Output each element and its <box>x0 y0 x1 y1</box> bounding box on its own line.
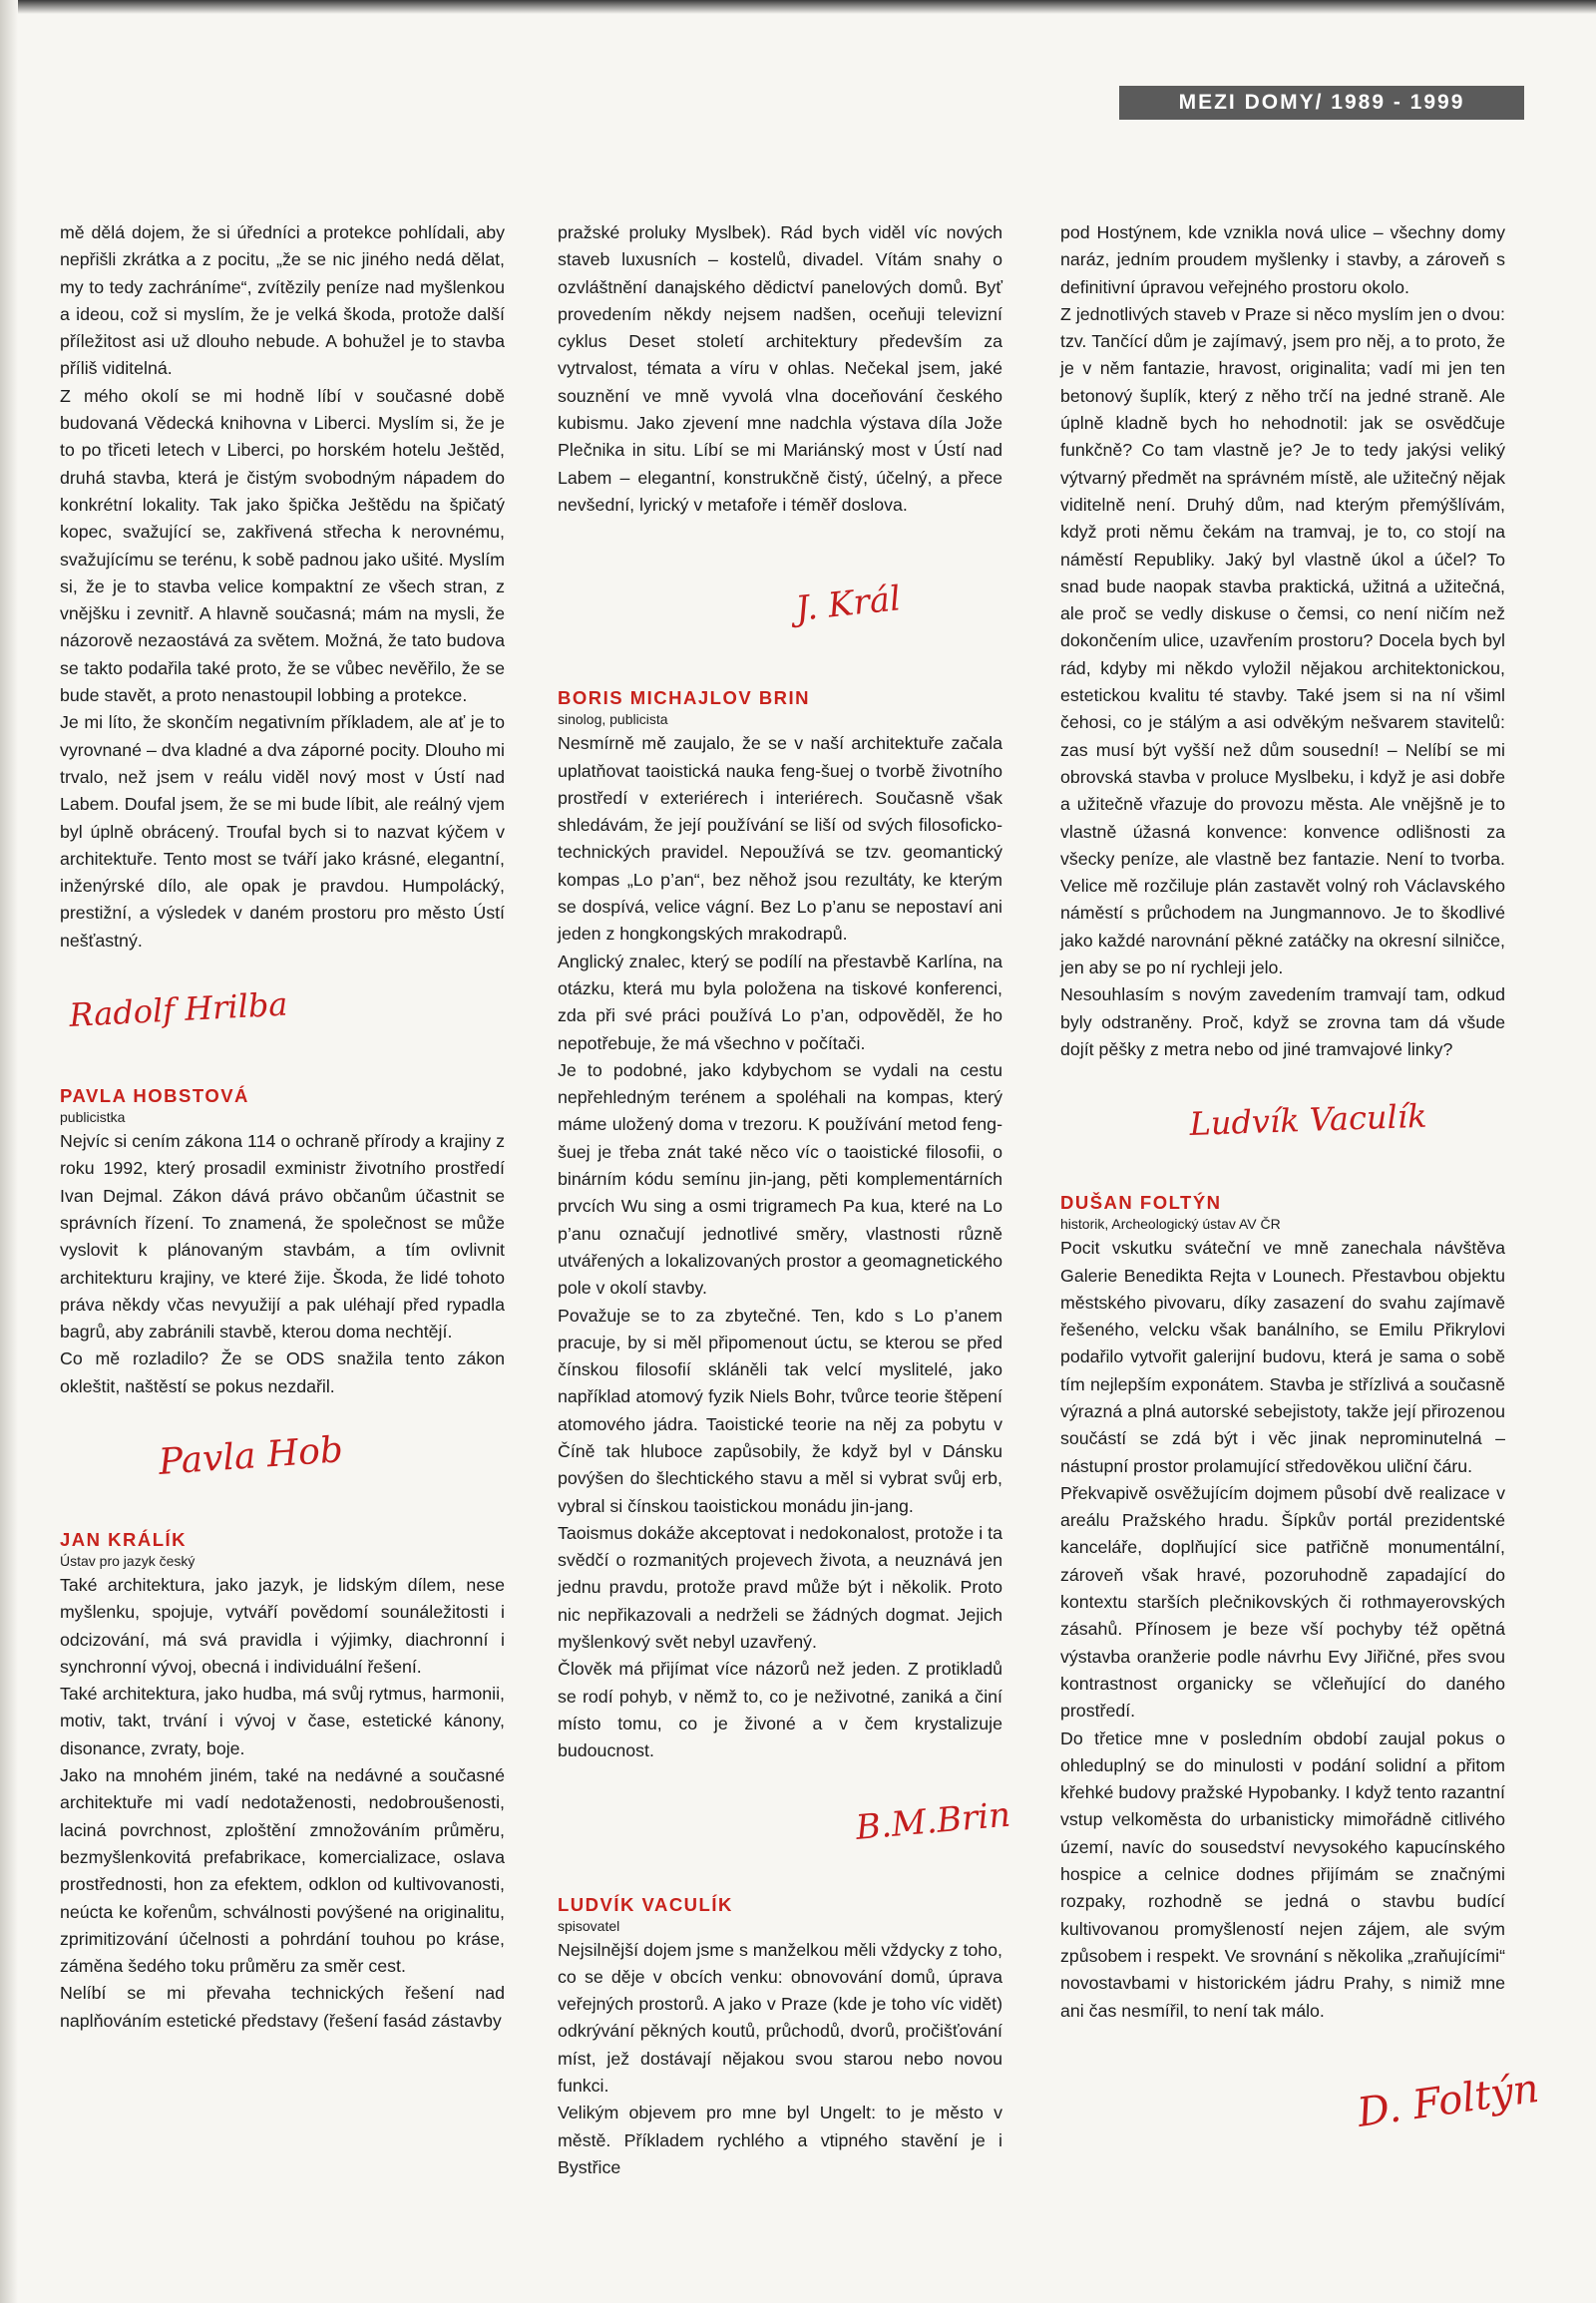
author-heading <box>558 686 1002 728</box>
signature-text: B.M.Brin <box>854 1794 1012 1848</box>
paragraph: Považuje se to za zbytečné. Ten, kdo s Lo p’anem pracuje, by si měl připomenout úctu, se kterou se před čínskou filosofií skláněli tak velcí myslitelé, jako například atomový fyzik Niels Bohr, tvůrce teorie štěpení atomového jádra. Taoistické teorie na něj za pobytu v Číně tak hluboce zapůsobily, že když byl v Dánsku povýšen do šlechtického stavu a měl si vybrat svůj erb, vybral si čínskou taoistickou monádu jin-jang. <box>558 1305 1002 1516</box>
paragraph: Pocit vskutku sváteční ve mně zanechala návštěva Galerie Benedikta Rejta v Lounech. Přestavbou objektu městského pivovaru, díky zasazení do svahu zajímavě řešeného, velcku však banálního, se Emilu Přikrylovi podařilo vytvořit galerijní budovu, která je sama o sobě tím nejlepším exponátem. Stavba je střízlivá a současně výrazná a plná autorské sebejistoty, takže její přirozenou součástí se zdá být i věc jinak neprominutelná – nástupní prostor prolamující středověkou uliční čáru. <box>1060 1238 1505 1476</box>
author-role: sinolog, publicista <box>558 711 668 728</box>
signature-text: J. Král <box>793 578 903 630</box>
paragraph: Z mého okolí se mi hodně líbí v současné době budovaná Vědecká knihovna v Liberci. Myslím si, že je to po třiceti letech v Liberci, po horském hotelu Ještěd, druhá stavba, která je čistým svobodným nápadem do konkrétní lokality. Tak jako špička Ještědu na špičatý kopec, svažující se, zakřivená střecha k nerovnému, svažujícímu se terénu, k sobě padnou jako ušité. Myslím si, že je to stavba velice kompaktní ze všech stran, z vnějšku i zevnitř. A hlavně současná; mám na mysli, že názorově nezaostává za světem. Možná, že tato budova se takto podařila také proto, že se vůbec nevěřilo, že se bude stavět, a proto nenastoupil lobbing a protekce. <box>60 385 505 706</box>
paragraph: Člověk má přijímat více názorů než jeden. Z protikladů se rodí pohyb, v němž to, co je neživotné, zaniká a činí místo tomu, co je živoné a v čem krystalizuje budoucnost. <box>558 1659 1002 1761</box>
author-heading <box>60 1528 505 1570</box>
text-column-middle <box>558 219 1012 2181</box>
paragraph: Nejsilnější dojem jsme s manželkou měli vždycky z toho, co se děje v obcích venku: obnovování domů, úprava veřejných prostorů. A jako v Praze (kde je toho víc vidět) odkrývání pěkných koutů, průchodů, dvorů, pročišťování míst, jež dostávají nějakou svou starou nebo novou funkci. <box>558 1939 1002 2097</box>
author-role: spisovatel <box>558 1917 620 1934</box>
paragraph: Z jednotlivých staveb v Praze si něco myslím jen o dvou: tzv. Tančící dům je zajímavý, jsem pro něj, a to proto, že je v něm fantazie, hravost, originalita; vadí mi jen ten betonový šuplík, který z něho trčí na jedné straně. Ale úplně kladně bych ho nehodnotil: jak se osvědčuje funkčně? Co tam vlastně je? Je to tedy jakýsi veliký výtvarný předmět na správném místě, ale užitečný nějak viditelně není. Druhý dům, nad kterým přemýšlívám, když proti němu čekám na tramvaj, je to, co stojí na náměstí Republiky. Jaký byl vlastně úkol a účel? To snad bude naopak stavba praktická, užitná a užitečná, ale proč se vedly diskuse o čemsi, co není ničím než dokončením ulice, uzavřením prostoru? Docela bych byl rád, kdyby mi někdo vyložil nějakou architektonickou, estetickou kvalitu té stavby. Také jsem si na ní všiml čehosi, co je stálým a asi odvěkým nešvarem stavitelů: zas musí být vyšší než dům sousední! – Nelíbí se mi obrovská stavba v proluce Myslbeku, i když je asi dobře a užitečně vřazuje do provozu města. Ale vnějšně je to vlastně úžasná konvence: konvence odlišnosti za všecky peníze, ale vlastně bez fantazie. Není to tvorba. Velice mě rozčiluje plán zastavět volný roh Václavského náměstí s průchodem na Jungmannovo. Je to škodlivé jako každé narovnání pěkné zatáčky na okresní silničce, jen aby se po ní rychleji jelo. <box>1060 303 1505 978</box>
paragraph: Nejvíc si cením zákona 114 o ochraně přírody a krajiny z roku 1992, který prosadil exministr životního prostředí Ivan Dejmal. Zákon dává právo občanům účastnit se správních řízení. To znamená, že společnost se může vyslovit k plánovaným stavbám, a tím ovlivnit architekturu krajiny, ve které žije. Škoda, že lidé tohoto práva někdy včas nevyužijí a pak uléhají před rypadla bagrů, aby zabránili stavbě, kterou doma nechtějí. <box>60 1131 505 1343</box>
signature <box>558 1787 1012 1857</box>
section-header <box>1119 86 1524 120</box>
paragraph: Co mě rozladilo? Že se ODS snažila tento zákon okleštit, naštěstí se pokus nezdařil. <box>60 1348 505 1396</box>
paragraph: Do třetice mne v posledním období zaujal pokus o ohleduplný se do minulosti v podání solidní a přitom křehké budovy pražské Hypobanky. I když tento razantní vstup velkoměsta do urbanisticky mimořádně citlivého území, navíc do sousedství nevysokého kapucínského hospice a celnice dodnes přijímám se značnými rozpaky, rozhodně se jedná o stavbu budící kultivovanou promyšleností nejen zájem, ale svým způsobem i respekt. Ve srovnání s několika „zraňujícími“ novostavbami v historickém jádru Prahy, s nimiž mne ani čas nesmířil, to není tak málo. <box>1060 1727 1505 2021</box>
paragraph: Je to podobné, jako kdybychom se vydali na cestu nepřehledným terénem a spoléhali na kompas, který máme uložený doma v trezoru. K používání metod feng-šuej je třeba znát také něco víc o taoistické filosofii, o binárním kódu semínu jin-jang, pěti komplementárních prvcích Wu sing a osmi trigramech Pa kua, které na Lo p’anu označují jednotlivé směry, vlastnosti různě utvářených a lokalizovaných prostor a geomagnetického pole v okolí stavby. <box>558 1059 1002 1299</box>
paragraph: Také architektura, jako jazyk, je lidským dílem, nese myšlenku, spojuje, vytváří povědomí sounáležitosti i odcizování, má svá pravidla i výjimky, diachronní i synchronní vývoj, obecná i individuální řešení. <box>60 1574 505 1677</box>
paragraph: pod Hostýnem, kde vznikla nová ulice – všechny domy naráz, jedním proudem myšlenky i stavby, a zároveň s definitivní úpravou veřejného prostoru okolo. <box>1060 222 1505 297</box>
paragraph: Překvapivě osvěžujícím dojmem působí dvě realizace v areálu Pražského hradu. Šípkův portál prezidentské kanceláře, doplňující sice patřičně monumentální, zároveň však hravé, pozoruhodně zapadající do kontextu starších plečnikovských či rothmayerovských zásahů. Přínosem je beze vší pochyby též opětná výstavba oranžerie podle návrhu Evy Jiřičné, přes svou kontrastnost organicky se včleňující do daného prostředí. <box>1060 1482 1505 1722</box>
page-top-shadow <box>0 0 1596 14</box>
paragraph: Taoismus dokáže akceptovat i nedokonalost, protože i ta svědčí o rozmanitých projevech života, a neuznává jen jednu pravdu, protože pravd může být i několik. Proto nic nepřikazovali a nedrželi se žádných dogmat. Jejich myšlenkový svět nebyl uzavřený. <box>558 1522 1002 1653</box>
paragraph: Je mi líto, že skončím negativním příkladem, ale ať je to vyrovnané – dva kladné a dva záporné pocity. Dlouho mi trvalo, než jsem v reálu viděl nový most v Ústí nad Labem. Doufal jsem, že se mi bude líbit, ale reálný vjem byl úplně obrácený. Troufal bych si to nazvat kýčem v architektuře. Tento most se tváří jako krásné, elegantní, inženýrské dílo, ale opak je pravdou. Humpolácký, prestižní, a výsledek v daném prostoru pro město Ústí nešťastný. <box>60 712 505 951</box>
paragraph: Nelíbí se mi převaha technických řešení nad naplňováním estetické představy (řešení fasád zástavby <box>60 1983 505 2031</box>
paragraph: Nesouhlasím s novým zavedením tramvají tam, odkud byly odstraněny. Proč, když se zrovna tam dá všude dojít pěšky z metra nebo od jiné tramvajové linky? <box>1060 984 1505 1059</box>
paragraph: Anglický znalec, který se podílí na přestavbě Karlína, na otázku, která mu byla položena na tiskové konferenci, zda při své práci používá Lo p’an, odpověděl, že ho nepotřebuje, že má všechno v počítači. <box>558 951 1002 1053</box>
author-name: JAN KRÁLÍK <box>60 1528 188 1550</box>
paragraph: pražské proluky Myslbek). Rád bych viděl víc nových staveb luxusních – kostelů, divadel. Vítám snahy o ozvláštnění danajského dědictví panelových domů. Byť provedením někdy nejsem nadšen, oceňuji televizní cyklus Deset století architektury především za vytrvalost, témata a víru v ohlas. Nečekal jsem, jaké souznění ve mně vyvolá vlna doceňování českého kubismu. Jako zjevení mne nadchla výstava díla Jože Plečnika in situ. Líbí se mi Mariánský most v Ústí nad Labem – elegantní, konstrukčně čistý, účelný, a přece nevšední, lyrický v metafoře i téměř doslova. <box>558 222 1002 515</box>
signature <box>60 1422 345 1492</box>
paragraph: Nesmírně mě zaujalo, že se v naší architektuře začala uplatňovat taoistická nauka feng-šuej o tvorbě životního prostředí v exteriérech i interiérech. Současně však shledávám, že její používání se liší od svých filosoficko-technických pravidel. Nepoužívá se tzv. geomantický kompas „Lo p’an“, bez něhož jsou rezultáty, ke kterým se dospívá, velice vágní. Bez Lo p’anu se nepostaví ani jeden z hongkongských mrakodrapů. <box>558 733 1002 945</box>
author-name: PAVLA HOBSTOVÁ <box>60 1085 249 1107</box>
text-column-right <box>1060 219 1542 2192</box>
signature-text: D. Foltýn <box>1354 2065 1542 2136</box>
paragraph: Velikým objevem pro mne byl Ungelt: to je město v městě. Příkladem rychlého a vtipného stavění je i Bystřice <box>558 2103 1002 2177</box>
signature-text: Pavla Hob <box>157 1429 345 1483</box>
signature-text: Radolf Hrilba <box>68 984 289 1035</box>
author-name: LUDVÍK VACULÍK <box>558 1893 733 1915</box>
author-heading <box>60 1084 505 1126</box>
author-role: Ústav pro jazyk český <box>60 1552 196 1569</box>
author-name: DUŠAN FOLTÝN <box>1060 1192 1222 1214</box>
page-binding-shadow <box>0 0 18 2303</box>
paragraph: mě dělá dojem, že si úředníci a protekce pohlídali, aby nepřišli zkrátka a z pocitu, „že se nic jiného nedá dělat, my to tedy zachráníme“, zvítězily peníze nad myšlenkou a ideou, což si myslím, že je velká škoda, protože další příležitost asi už dlouho nebude. A bohužel je to stavba příliš viditelná. <box>60 222 505 379</box>
signature <box>1060 1085 1427 1155</box>
text-column-left <box>60 219 505 2035</box>
paragraph: Jako na mnohém jiném, také na nedávné a současné architektuře mi vadí nedotaženosti, nedobroušenosti, laciná povrchnost, zploštění zmnožováním průměru, bezmyšlenkovitá prefabrikace, komercializace, oslava prostřednosti, hon za efektem, odklon od kultivovanosti, neúcta ke kořenům, schválnosti povýšené na originalitu, zprimitizování účelnosti a pohrdání touhou po kráse, záměna šedého toku průměru za směr cest. <box>60 1765 505 1977</box>
author-role: publicistka <box>60 1109 126 1126</box>
author-heading <box>558 1893 1002 1935</box>
signature-text: Ludvík Vaculík <box>1188 1096 1427 1144</box>
section-header-title: MEZI DOMY/ 1989 - 1999 <box>1178 91 1465 114</box>
author-name: BORIS MICHAJLOV BRIN <box>558 687 811 709</box>
signature <box>1060 2047 1542 2156</box>
paragraph: Také architektura, jako hudba, má svůj rytmus, harmonii, motiv, takt, trvání i vývoj v čase, estetické kánony, disonance, zvraty, boje. <box>60 1684 505 1758</box>
signature <box>558 541 903 650</box>
author-role: historik, Archeologický ústav AV ČR <box>1060 1216 1281 1233</box>
author-heading <box>1060 1191 1505 1233</box>
signature <box>60 976 289 1048</box>
